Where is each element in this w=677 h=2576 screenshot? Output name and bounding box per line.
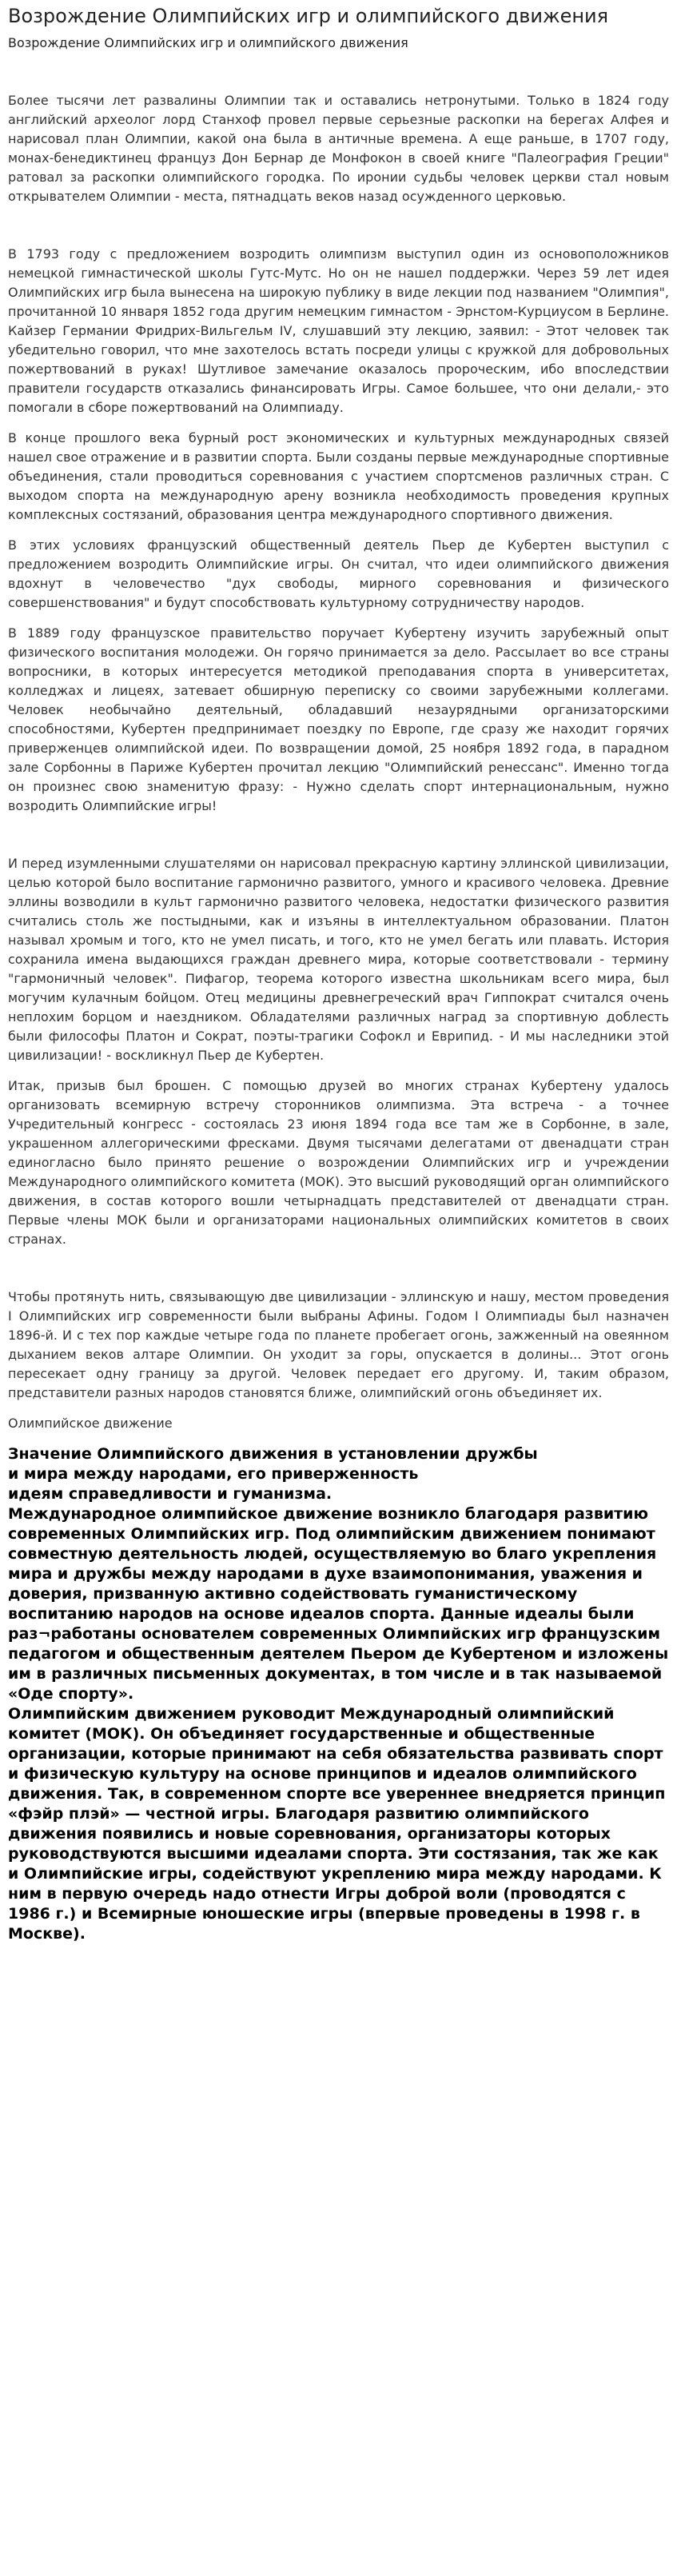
section-bold-text xyxy=(8,1444,669,1944)
bold-paragraph-2: Олимпийским движением руководит Международный олимпийский комитет (МОК). Он объединяет государственные и общественные организации, которые принимают на себя обязательства развивать спорт и физическую культуру на основе принципов и идеалов олимпийского движения. Так, в современном спорте все увереннее внедряется принцип «фэйр плэй» — честной игры. Благодаря развитию олимпийского движения появились и новые соревнования, организаторы которых руководствуются высшими идеалами спорта. Эти состязания, так же как и Олимпийские игры, содействуют укреплению мира между народами. К ним в первую очередь надо отнести Игры доброй воли (проводятся с 1986 г.) и Всемирные юношеские игры (впервые проведены в 1998 г. в Москве). xyxy=(8,1705,666,1943)
paragraph-4: В этих условиях французский общественный деятель Пьер де Кубертен выступил с предложением возродить Олимпийские игры. Он считал, что идеи олимпийского движения вдохнут в человечество "дух свободы, мирного соревнования и физического совершенствования" и будут способствовать культурному сотрудничеству народов. xyxy=(8,537,669,610)
spacer xyxy=(8,1249,669,1288)
page-subtitle: Возрождение Олимпийских игр и олимпийского движения xyxy=(8,35,408,50)
bold-line-1: Значение Олимпийского движения в установлении дружбы xyxy=(8,1445,538,1463)
spacer xyxy=(8,525,669,536)
article xyxy=(0,3,677,1944)
spacer xyxy=(8,613,669,624)
paragraph-3: В конце прошлого века бурный рост экономических и культурных международных связей нашел свое отражение и в развитии спорта. Были созданы первые международные спортивные объединения, стали проводиться соревнования с участием спортсменов различных стран. С выходом спорта на международную арену возникла необходимость проведения крупных комплексных состязаний, образования центра международного спортивного движения. xyxy=(8,430,669,522)
bold-paragraph-1: Международное олимпийское движение возникло благодаря развитию современных Олимпийских игр. Под олимпийским движением понимают совместную деятельность людей, осуществляемую во благо укрепления мира и дружбы между народами в духе взаимопонимания, уважения и доверия, призванную активно содействовать гуманистическому воспитанию народов на основе идеалов спорта. Данные идеалы были раз¬работаны основателем современных Олимпийских игр французским педагогом и общественным деятелем Пьером де Кубертеном и изложены им в различных письменных документах, в том числе и в так называемой «Оде спорту». xyxy=(8,1505,669,1703)
spacer xyxy=(8,1065,669,1076)
bold-line-2: и мира между народами, его приверженность xyxy=(8,1465,419,1483)
bold-line-3: идеям справедливости и гуманизма. xyxy=(8,1485,333,1503)
spacer xyxy=(8,1403,669,1414)
paragraph-1: Более тысячи лет развалины Олимпии так и оставались нетронутыми. Только в 1824 году английский археолог лорд Станхоф провел первые серьезные раскопки на берегах Алфея и нарисовал план Олимпии, какой она была в античные времена. А еще раньше, в 1707 году, монах-бенедиктинец француз Дон Бернар де Монфокон в своей книге "Палеография Греции" ратовал за раскопки олимпийского городка. По иронии судьбы человек церкви стал новым открывателем Олимпии - места, пятнадцать веков назад осужденного церковью. xyxy=(8,93,669,204)
paragraph-5: В 1889 году французское правительство поручает Кубертену изучить зарубежный опыт физического воспитания молодежи. Он горячо принимается за дело. Рассылает во все страны вопросники, в которых интересуется методикой преподавания спорта в университетах, колледжах и лицеях, затевает обширную переписку со своими зарубежными коллегами. Человек необычайно деятельный, обладавший незаурядными организаторскими способностями, Кубертен предпринимает поездку по Европе, где сразу же находит горячих приверженцев олимпийской идеи. По возвращении домой, 25 ноября 1892 года, в парадном зале Сорбонны в Париже Кубертен прочитал лекцию "Олимпийский ренессанс". Именно тогда он произнес свою знаменитую фразу: - Нужно сделать спорт интернациональным, нужно возродить Олимпийские игры! xyxy=(8,625,669,813)
spacer xyxy=(8,53,669,91)
spacer xyxy=(8,417,669,429)
paragraph-8: Чтобы протянуть нить, связывающую две цивилизации - эллинскую и нашу, местом проведения I Олимпийских игр современности были выбраны Афины. Годом I Олимпиады был назначен 1896-й. И с тех пор каждые четыре года по планете пробегает огонь, зажженный на овеянном дыханием веков алтаре Олимпии. Он уходит за горы, опускается в долины... Этот огонь пересекает одну границу за другой. Человек передает его другому. И, таким образом, представители разных народов становятся ближе, олимпийский огонь объединяет их. xyxy=(8,1289,669,1400)
paragraph-2: В 1793 году с предложением возродить олимпизм выступил один из основоположников немецкой гимнастической школы Гутс-Мутс. Но он не нашел поддержки. Через 59 лет идея Олимпийских игр была вынесена на широкую публику в виде лекции под названием "Олимпия", прочитанной 10 января 1852 года другим немецким гимнастом - Эрнстом-Курциусом в Берлине. Кайзер Германии Фридрих-Вильгельм IV, слушавший эту лекцию, заявил: - Этот человек так убедительно говорил, что мне захотелось встать посреди улицы с кружкой для добровольных пожертвований в руках! Шутливое замечание оказалось пророческим, ибо впоследствии правители государств отказались финансировать Игры. Самое большее, что они делали,- это помогали в сборе пожертвований на Олимпиаду. xyxy=(8,246,669,415)
spacer xyxy=(8,1433,669,1444)
page-title: Возрождение Олимпийских игр и олимпийского движения xyxy=(8,5,609,27)
section-label: Олимпийское движение xyxy=(8,1416,173,1431)
spacer xyxy=(8,816,669,854)
paragraph-6: И перед изумленными слушателями он нарисовал прекрасную картину эллинской цивилизации, целью которой было воспитание гармонично развитого, умного и красивого человека. Древние эллины возводили в культ гармонично развитого человека, недостатки физического развития считались столь же постыдными, как и изъяны в интеллектуальном образовании. Платон называл хромым и того, кто не умел писать, и того, кто не умел бегать или плавать. История сохранила имена выдающихся граждан древнего мира, которые соответствовали - термину "гармоничный человек". Пифагор, теорема которого известна школьникам всего мира, был могучим кулачным бойцом. Отец медицины древнегреческий врач Гиппократ считался очень неплохим борцом и наездником. Обладателями различных наград за спортивную доблесть были философы Платон и Сократ, поэты-трагики Софокл и Еврипид. - И мы наследники этой цивилизации! - воскликнул Пьер де Кубертен. xyxy=(8,856,669,1063)
paragraph-7: Итак, призыв был брошен. С помощью друзей во многих странах Кубертену удалось организовать всемирную встречу сторонников олимпизма. Эта встреча - а точнее Учредительный конгресс - состоялась 23 июня 1894 года все там же в Сорбонне, в зале, украшенном аллегорическими фресками. Двумя тысячами делегатами от двенадцати стран единогласно было принято решение о возрождении Олимпийских игр и учреждении Международного олимпийского комитета (МОК). Это высший руководящий орган олимпийского движения, в состав которого вошли четырнадцать представителей от двенадцати стран. Первые члены МОК были и организаторами национальных олимпийских комитетов в своих странах. xyxy=(8,1078,669,1247)
spacer xyxy=(8,206,669,245)
